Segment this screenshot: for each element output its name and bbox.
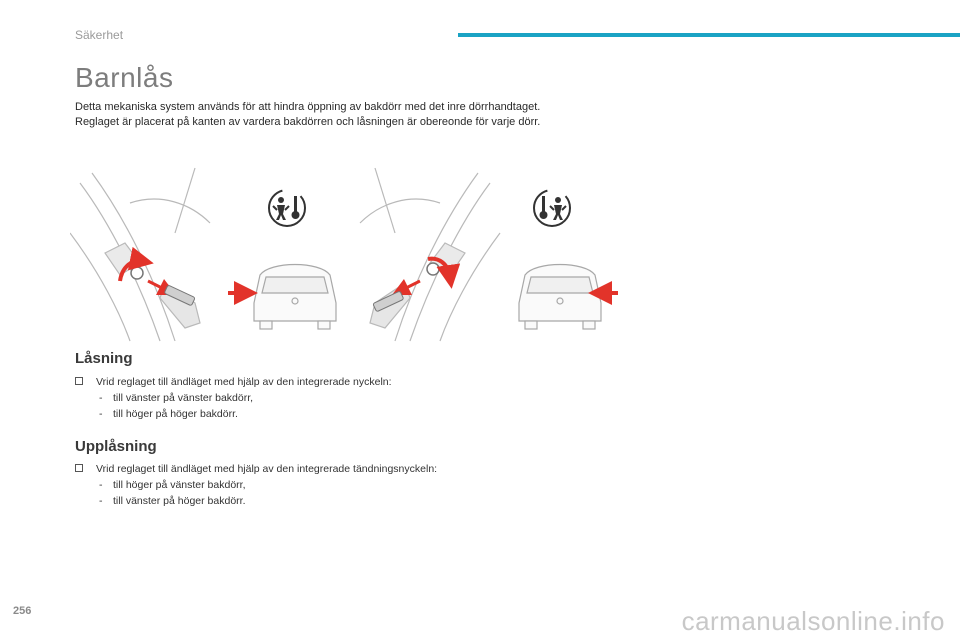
- car-rear-left-view: [254, 265, 336, 330]
- left-door-drawing: [70, 168, 210, 341]
- accent-bar: [458, 33, 960, 37]
- page-title: Barnlås: [75, 62, 174, 93]
- intro-line-2: Reglaget är placerat på kanten av vardera bakdörren och låsningen är obereonde för varje dörr.: [75, 116, 541, 128]
- car-rear-right-view: [519, 265, 601, 330]
- unlocking-steps: Vrid reglaget till ändläget med hjälp av den integrerade tändningsnyckeln: - till höger på vänster bakdörr, - till vänster på höger bakdörr.: [75, 461, 437, 509]
- right-door-lock-detail: [373, 259, 450, 312]
- locking-item-2: till höger på höger bakdörr.: [113, 408, 238, 420]
- locking-instruction: Vrid reglaget till ändläget med hjälp av den integrerade nyckeln:: [96, 376, 392, 388]
- right-door-drawing: [360, 168, 500, 341]
- child-lock-unlocked-icon: [534, 190, 570, 226]
- locking-heading: Låsning: [75, 350, 133, 367]
- bullet-box-icon: [75, 464, 83, 472]
- unlocking-instruction: Vrid reglaget till ändläget med hjälp av den integrerade tändningsnyckeln:: [96, 463, 438, 475]
- locking-steps: Vrid reglaget till ändläget med hjälp av den integrerade nyckeln: - till vänster på vänster bakdörr, - till höger på höger bakdörr.: [75, 374, 392, 422]
- page-number: 256: [13, 605, 32, 617]
- watermark: carmanualsonline.info: [681, 606, 945, 636]
- intro-line-1: Detta mekaniska system används för att hindra öppning av bakdörr med det inre dörrhandtaget.: [75, 101, 541, 113]
- unlocking-heading: Upplåsning: [75, 438, 157, 455]
- intro-text: [75, 100, 540, 130]
- child-lock-locked-icon: [269, 190, 305, 226]
- unlocking-item-2: till vänster på höger bakdörr.: [113, 495, 246, 507]
- section-label: Säkerhet: [75, 28, 124, 42]
- bullet-box-icon: [75, 377, 83, 385]
- locking-item-1: till vänster på vänster bakdörr,: [113, 392, 254, 404]
- unlocking-item-1: till höger på vänster bakdörr,: [113, 479, 246, 491]
- child-lock-illustration: [70, 163, 630, 343]
